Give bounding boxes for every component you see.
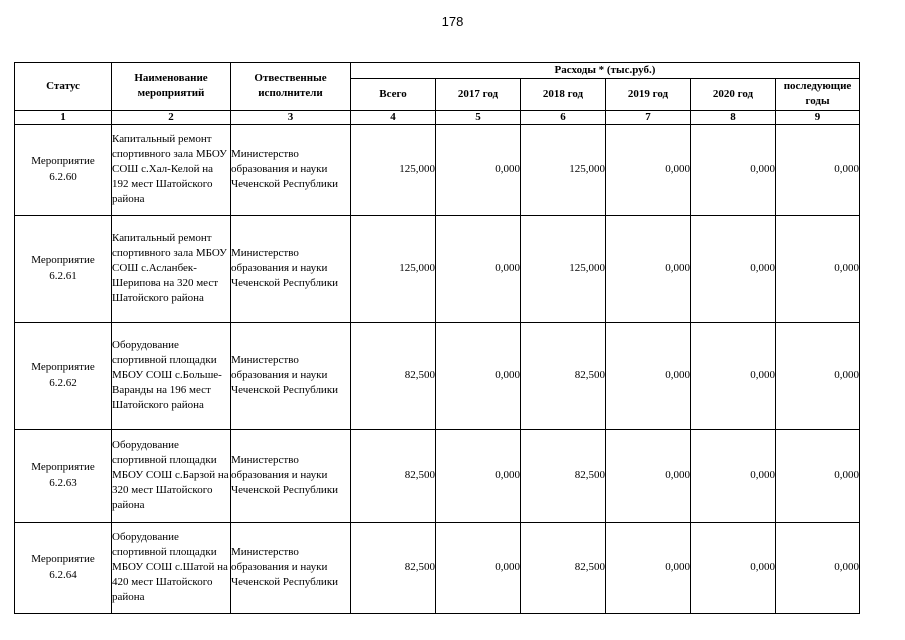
value-2019: 0,000 [606, 215, 691, 322]
value-2020: 0,000 [691, 429, 776, 522]
value-total: 82,500 [351, 429, 436, 522]
value-2019: 0,000 [606, 124, 691, 215]
status-label: Мероприятие [31, 361, 95, 374]
event-name: Капитальный ремонт спортивного зала МБОУ СОШ с.Хал-Келой на 192 мест Шатойского района [112, 124, 231, 215]
event-name: Оборудование спортивной площадки МБОУ СОШ с.Шатой на 420 мест Шатойского района [112, 522, 231, 613]
column-number: 9 [776, 110, 860, 124]
event-name: Капитальный ремонт спортивного зала МБОУ СОШ с.Асланбек-Шерипова на 320 мест Шатойского района [112, 215, 231, 322]
value-2017: 0,000 [436, 322, 521, 429]
value-later-years: 0,000 [776, 522, 860, 613]
column-number: 8 [691, 110, 776, 124]
status-code: 6.2.63 [49, 476, 77, 489]
status-label: Мероприятие [31, 254, 95, 267]
value-2019: 0,000 [606, 522, 691, 613]
column-number: 7 [606, 110, 691, 124]
executors-cell: Министерство образования и науки Чеченской Республики [231, 429, 351, 522]
event-name: Оборудование спортивной площадки МБОУ СОШ с.Барзой на 320 мест Шатойского района [112, 429, 231, 522]
header-executors: Отвественные исполнители [231, 63, 351, 111]
header-2018: 2018 год [521, 79, 606, 110]
header-name: Наименование мероприятий [112, 63, 231, 111]
column-number: 1 [15, 110, 112, 124]
value-2018: 125,000 [521, 124, 606, 215]
column-number-row [15, 110, 860, 124]
value-2017: 0,000 [436, 522, 521, 613]
value-total: 82,500 [351, 322, 436, 429]
status-label: Мероприятие [31, 155, 95, 168]
status-label: Мероприятие [31, 553, 95, 566]
header-2019: 2019 год [606, 79, 691, 110]
status-label: Мероприятие [31, 461, 95, 474]
header-status: Статус [15, 63, 112, 111]
value-later-years: 0,000 [776, 429, 860, 522]
page-number: 178 [441, 14, 464, 29]
table-row [15, 124, 860, 215]
status-cell [15, 124, 112, 215]
value-total: 125,000 [351, 215, 436, 322]
column-number: 2 [112, 110, 231, 124]
status-code: 6.2.64 [49, 568, 77, 581]
status-code: 6.2.62 [49, 376, 77, 389]
header-row [15, 63, 860, 79]
value-later-years: 0,000 [776, 322, 860, 429]
value-2020: 0,000 [691, 522, 776, 613]
event-name: Оборудование спортивной площадки МБОУ СОШ с.Больше-Варанды на 196 мест Шатойского района [112, 322, 231, 429]
column-number: 6 [521, 110, 606, 124]
value-later-years: 0,000 [776, 215, 860, 322]
header-2020: 2020 год [691, 79, 776, 110]
table-row [15, 322, 860, 429]
value-2018: 82,500 [521, 429, 606, 522]
value-2019: 0,000 [606, 322, 691, 429]
value-later-years: 0,000 [776, 124, 860, 215]
executors-cell: Министерство образования и науки Чеченской Республики [231, 124, 351, 215]
value-2020: 0,000 [691, 322, 776, 429]
table-row [15, 429, 860, 522]
column-number: 5 [436, 110, 521, 124]
status-cell [15, 215, 112, 322]
value-total: 82,500 [351, 522, 436, 613]
value-2017: 0,000 [436, 215, 521, 322]
header-2017: 2017 год [436, 79, 521, 110]
status-cell [15, 522, 112, 613]
expenses-table [14, 62, 860, 614]
value-total: 125,000 [351, 124, 436, 215]
value-2018: 82,500 [521, 322, 606, 429]
header-total: Всего [351, 79, 436, 110]
value-2020: 0,000 [691, 215, 776, 322]
column-number: 4 [351, 110, 436, 124]
value-2018: 125,000 [521, 215, 606, 322]
table-row [15, 522, 860, 613]
value-2017: 0,000 [436, 124, 521, 215]
status-code: 6.2.61 [49, 269, 77, 282]
status-code: 6.2.60 [49, 170, 77, 183]
value-2017: 0,000 [436, 429, 521, 522]
value-2020: 0,000 [691, 124, 776, 215]
executors-cell: Министерство образования и науки Чеченской Республики [231, 522, 351, 613]
status-cell [15, 322, 112, 429]
executors-cell: Министерство образования и науки Чеченской Республики [231, 215, 351, 322]
column-number: 3 [231, 110, 351, 124]
executors-cell: Министерство образования и науки Чеченской Республики [231, 322, 351, 429]
status-cell [15, 429, 112, 522]
value-2018: 82,500 [521, 522, 606, 613]
header-expenses: Расходы * (тыс.руб.) [351, 63, 860, 79]
value-2019: 0,000 [606, 429, 691, 522]
header-later-years: последующие годы [776, 79, 860, 110]
table-row [15, 215, 860, 322]
